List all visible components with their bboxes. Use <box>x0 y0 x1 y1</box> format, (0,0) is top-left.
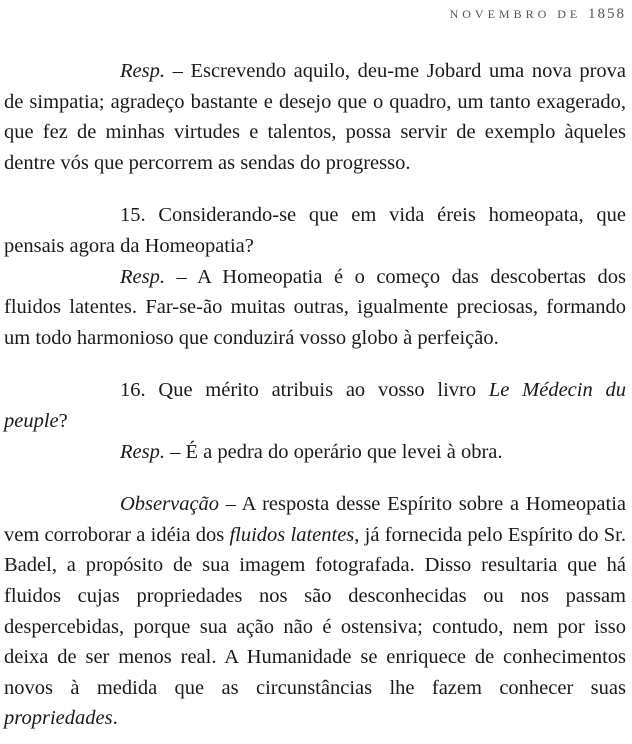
observation-text: , já fornecida pelo Espírito do Sr. Badel, a propósito de sua imagem fotografada. Disso resultaria que há fluidos cujas propriedades nos são desconhecidas ou nos passam despercebidas, porque sua ação não é ostensiva; contudo, nem por isso deixa de ser menos real. A Humanidade se enriquece de conhecimentos novos à medida que as circunstâncias lhe fazem conhecer suas <box>4 523 627 699</box>
question-text: 15. Considerando-se que em vida éreis homeopata, que pensais agora da Homeopatia? <box>4 204 626 257</box>
resp-label: Resp. <box>120 265 165 288</box>
header-month: NOVEMBRO DE <box>449 7 582 21</box>
answer-16 <box>4 437 626 468</box>
question-punctuation: ? <box>58 409 68 432</box>
header-year: 1858 <box>588 6 626 22</box>
observation-paragraph <box>4 489 626 734</box>
paragraph-text: – Escrevendo aquilo, deu-me Jobard uma nova prova de simpatia; agradeço bastante e desejo que o quadro, um tanto exagerado, que fez de minhas virtudes e talentos, possa servir de exemplo àqueles dentre vós que percorrem as sendas do progresso. <box>4 60 626 174</box>
observation-label: Observação <box>120 493 220 516</box>
body-text <box>4 56 626 734</box>
book-title: Le Médecin du peuple <box>4 379 626 432</box>
resp-label: Resp. <box>120 60 165 82</box>
answer-15 <box>4 262 626 354</box>
resp-label: Resp. <box>120 440 165 463</box>
running-header <box>450 6 626 23</box>
question-text: 16. Que mérito atribuis ao vosso livro <box>120 379 489 402</box>
answer-text: – A Homeopatia é o começo das descobertas dos fluidos latentes. Far-se-ão muitas outras, igualmente preciosas, formando um todo harmonioso que conduzirá vosso globo à perfeição. <box>4 265 626 349</box>
paragraph-response-1 <box>4 56 626 178</box>
observation-text: . <box>112 707 118 730</box>
answer-text: – É a pedra do operário que levei à obra. <box>164 440 503 463</box>
question-15 <box>4 200 626 261</box>
emphasis-fluidos-latentes: fluidos latentes <box>229 523 355 546</box>
emphasis-propriedades: propriedades <box>4 707 113 730</box>
observation-text: – A resposta desse Espírito sobre a Homeopatia vem corroborar a idéia dos <box>4 493 626 546</box>
question-16 <box>4 375 626 436</box>
